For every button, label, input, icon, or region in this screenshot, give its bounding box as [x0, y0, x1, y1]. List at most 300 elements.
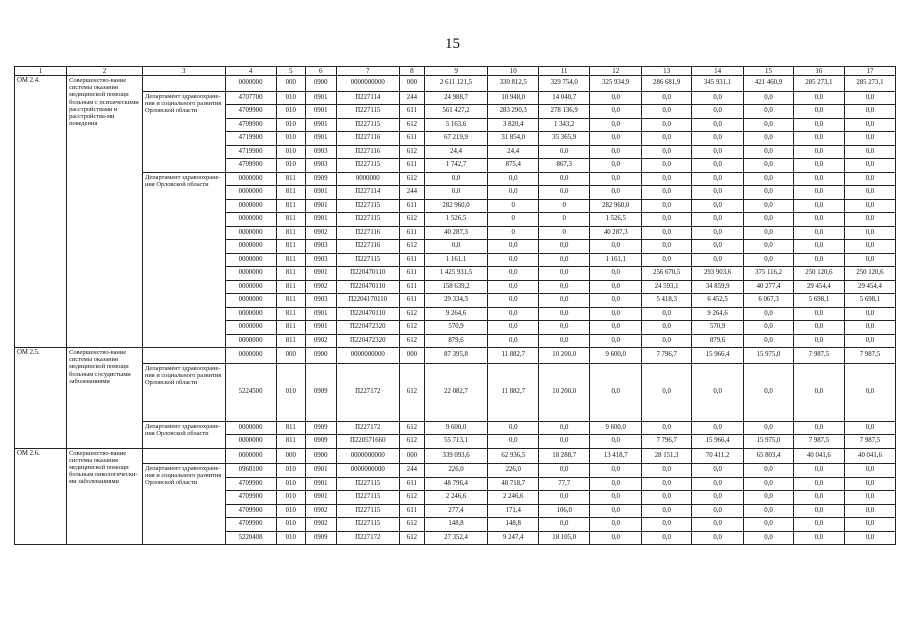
value-cell: 0,0	[844, 504, 895, 518]
value-cell: 0,0	[642, 145, 692, 159]
table-row	[15, 363, 896, 421]
value-cell: 325 934,9	[590, 76, 642, 92]
value-cell: 010	[276, 464, 305, 478]
value-cell: 18 105,0	[539, 531, 590, 545]
value-cell: 0	[488, 199, 539, 213]
value-cell: 612	[399, 307, 424, 321]
header-cell: 17	[844, 67, 895, 76]
value-cell: 24 988,7	[424, 91, 487, 105]
value-cell: 611	[399, 477, 424, 491]
value-cell: 0000000	[225, 321, 276, 335]
value-cell: 0000000	[225, 435, 276, 449]
value-cell: 612	[399, 421, 424, 435]
value-cell: П227116	[336, 240, 399, 254]
value-cell: 010	[276, 531, 305, 545]
value-cell: 010	[276, 491, 305, 505]
value-cell: 0,0	[793, 363, 844, 421]
value-cell: 0,0	[692, 172, 744, 186]
value-cell: 1 425 931,5	[424, 267, 487, 281]
value-cell: 7 987,5	[793, 348, 844, 364]
value-cell: 0,0	[692, 531, 744, 545]
value-cell: 0,0	[692, 491, 744, 505]
value-cell: 70 411,2	[692, 448, 744, 464]
value-cell: 0,0	[590, 504, 642, 518]
value-cell: 611	[399, 226, 424, 240]
value-cell: 277,4	[424, 504, 487, 518]
value-cell: 0,0	[793, 253, 844, 267]
value-cell: 0,0	[642, 240, 692, 254]
measure-name: Совершенство-вание системы оказания медицинской помощи больным онкологически-ми заболеваниями	[67, 448, 143, 545]
value-cell: 0,0	[590, 172, 642, 186]
value-cell: 35 365,9	[539, 132, 590, 146]
value-cell: 0,0	[488, 294, 539, 308]
value-cell: 0901	[305, 186, 336, 200]
value-cell: 7 796,7	[642, 435, 692, 449]
value-cell: 811	[276, 213, 305, 227]
value-cell: 286 681,9	[642, 76, 692, 92]
executor-cell: Департамент здравоохране-ния Орловской области	[142, 421, 225, 448]
value-cell: П227172	[336, 363, 399, 421]
value-cell: 10 948,0	[488, 91, 539, 105]
value-cell: 226,0	[488, 464, 539, 478]
header-cell: 3	[142, 67, 225, 76]
value-cell: 0,0	[539, 186, 590, 200]
value-cell: 0902	[305, 226, 336, 240]
value-cell: 000	[276, 348, 305, 364]
value-cell: 0,0	[642, 172, 692, 186]
value-cell: П220472320	[336, 334, 399, 348]
value-cell: 11 882,7	[488, 348, 539, 364]
value-cell: 0,0	[793, 491, 844, 505]
value-cell: 0900	[305, 448, 336, 464]
value-cell: 611	[399, 267, 424, 281]
value-cell: 13 418,7	[590, 448, 642, 464]
value-cell: П227115	[336, 118, 399, 132]
value-cell: 0,0	[744, 240, 794, 254]
value-cell: 0,0	[793, 213, 844, 227]
value-cell: П227116	[336, 132, 399, 146]
table-row	[15, 172, 896, 186]
value-cell: 0,0	[844, 172, 895, 186]
value-cell: 0,0	[642, 504, 692, 518]
value-cell: 0,0	[844, 334, 895, 348]
value-cell: 010	[276, 504, 305, 518]
value-cell: 0	[488, 226, 539, 240]
value-cell: П227114	[336, 186, 399, 200]
value-cell: 611	[399, 504, 424, 518]
value-cell: 612	[399, 518, 424, 532]
value-cell: 29 454,4	[793, 280, 844, 294]
value-cell: 158 639,2	[424, 280, 487, 294]
value-cell: 0,0	[590, 118, 642, 132]
value-cell: 0,0	[793, 226, 844, 240]
value-cell: 0,0	[642, 477, 692, 491]
value-cell: 7 987,5	[844, 348, 895, 364]
value-cell: 0901	[305, 118, 336, 132]
value-cell: П227115	[336, 199, 399, 213]
value-cell: П227115	[336, 504, 399, 518]
value-cell: 0902	[305, 518, 336, 532]
value-cell: 570,9	[692, 321, 744, 335]
executor-cell	[142, 448, 225, 464]
value-cell: 0,0	[539, 464, 590, 478]
value-cell: 0000000	[225, 421, 276, 435]
value-cell: 0,0	[844, 363, 895, 421]
value-cell: 282 960,0	[424, 199, 487, 213]
value-cell: 867,3	[539, 159, 590, 173]
value-cell: 244	[399, 186, 424, 200]
value-cell: 0,0	[539, 145, 590, 159]
value-cell: 612	[399, 213, 424, 227]
value-cell: 0,0	[642, 464, 692, 478]
value-cell: 0901	[305, 213, 336, 227]
value-cell: 0,0	[744, 159, 794, 173]
value-cell: П227115	[336, 518, 399, 532]
value-cell: 0,0	[844, 307, 895, 321]
measure-code: ОМ 2.4.	[15, 76, 67, 348]
value-cell: 329 754,0	[539, 76, 590, 92]
table-row	[15, 91, 896, 105]
value-cell: 0,0	[488, 280, 539, 294]
header-cell: 5	[276, 67, 305, 76]
value-cell: 250 120,6	[793, 267, 844, 281]
value-cell: 293 903,6	[692, 267, 744, 281]
value-cell: 0,0	[692, 421, 744, 435]
value-cell: 0000000	[225, 294, 276, 308]
value-cell: 4709900	[225, 159, 276, 173]
value-cell: 0,0	[539, 172, 590, 186]
value-cell: 0,0	[844, 321, 895, 335]
value-cell: 9 600,0	[590, 421, 642, 435]
value-cell: 4707700	[225, 91, 276, 105]
value-cell: 4709900	[225, 118, 276, 132]
value-cell: 0,0	[844, 145, 895, 159]
value-cell: 0901	[305, 267, 336, 281]
value-cell: 0,0	[488, 172, 539, 186]
value-cell: П227115	[336, 213, 399, 227]
value-cell: 375 116,2	[744, 267, 794, 281]
value-cell: 0,0	[692, 132, 744, 146]
value-cell: 0,0	[539, 253, 590, 267]
value-cell: 0000000	[225, 240, 276, 254]
value-cell: 0902	[305, 280, 336, 294]
value-cell: 811	[276, 294, 305, 308]
value-cell: 561 427,2	[424, 105, 487, 119]
value-cell: 0,0	[844, 91, 895, 105]
value-cell: 283 290,3	[488, 105, 539, 119]
header-cell: 9	[424, 67, 487, 76]
value-cell: 0,0	[844, 253, 895, 267]
value-cell: 0,0	[590, 105, 642, 119]
value-cell: 811	[276, 435, 305, 449]
value-cell: 0,0	[590, 321, 642, 335]
value-cell: 5 418,3	[642, 294, 692, 308]
value-cell: 0000000	[225, 226, 276, 240]
value-cell: 612	[399, 363, 424, 421]
value-cell: 0,0	[642, 105, 692, 119]
value-cell: 5 698,1	[844, 294, 895, 308]
header-cell: 7	[336, 67, 399, 76]
value-cell: 611	[399, 294, 424, 308]
value-cell: 0901	[305, 105, 336, 119]
value-cell: 24,4	[488, 145, 539, 159]
value-cell: 0,0	[590, 477, 642, 491]
executor-cell: Департамент здравоохране-ния Орловской области	[142, 172, 225, 348]
value-cell: 0,0	[539, 518, 590, 532]
measure-code: ОМ 2.5.	[15, 348, 67, 449]
value-cell: 0,0	[642, 253, 692, 267]
value-cell: 1 742,7	[424, 159, 487, 173]
value-cell: 0000000000	[336, 448, 399, 464]
value-cell: 0000000	[225, 448, 276, 464]
value-cell: 15 975,0	[744, 348, 794, 364]
value-cell: 40 287,3	[424, 226, 487, 240]
header-cell: 4	[225, 67, 276, 76]
value-cell: 9 264,6	[692, 307, 744, 321]
value-cell: 811	[276, 253, 305, 267]
table-row	[15, 348, 896, 364]
value-cell: 811	[276, 172, 305, 186]
value-cell: 0,0	[744, 172, 794, 186]
value-cell: 0,0	[488, 334, 539, 348]
table-row	[15, 76, 896, 92]
value-cell: 0,0	[744, 421, 794, 435]
value-cell: 15 975,0	[744, 435, 794, 449]
value-cell: 0,0	[793, 477, 844, 491]
value-cell: 0,0	[793, 199, 844, 213]
value-cell: 0,0	[424, 172, 487, 186]
value-cell: 0000000	[225, 213, 276, 227]
value-cell: 0	[488, 213, 539, 227]
value-cell: 40 277,4	[744, 280, 794, 294]
value-cell: 0,0	[844, 199, 895, 213]
value-cell: 612	[399, 145, 424, 159]
value-cell: П227172	[336, 531, 399, 545]
value-cell: 0000000	[225, 280, 276, 294]
value-cell: 0,0	[692, 186, 744, 200]
value-cell: 811	[276, 186, 305, 200]
value-cell: 5224500	[225, 363, 276, 421]
header-cell: 8	[399, 67, 424, 76]
value-cell: 0000000	[225, 76, 276, 92]
value-cell: 0901	[305, 307, 336, 321]
value-cell: 0903	[305, 240, 336, 254]
value-cell: 875,4	[488, 159, 539, 173]
value-cell: 0,0	[844, 118, 895, 132]
value-cell: 7 987,5	[844, 435, 895, 449]
value-cell: 0900	[305, 348, 336, 364]
value-cell: 0900	[305, 76, 336, 92]
value-cell: 811	[276, 240, 305, 254]
value-cell: 0000000	[225, 172, 276, 186]
value-cell: 000	[399, 448, 424, 464]
value-cell: 0903	[305, 253, 336, 267]
value-cell: 0,0	[844, 186, 895, 200]
value-cell: 421 460,9	[744, 76, 794, 92]
value-cell: 0,0	[844, 132, 895, 146]
value-cell: 250 120,6	[844, 267, 895, 281]
value-cell: 0,0	[642, 491, 692, 505]
value-cell: П227115	[336, 253, 399, 267]
value-cell: 6 067,3	[744, 294, 794, 308]
value-cell: 0,0	[642, 334, 692, 348]
value-cell: 9 600,0	[590, 348, 642, 364]
value-cell: 0,0	[539, 321, 590, 335]
value-cell: 612	[399, 491, 424, 505]
value-cell: 010	[276, 145, 305, 159]
value-cell: 5220408	[225, 531, 276, 545]
value-cell: П220470110	[336, 267, 399, 281]
value-cell: 0903	[305, 145, 336, 159]
value-cell: 0,0	[590, 334, 642, 348]
value-cell: 4709900	[225, 491, 276, 505]
value-cell: 87 395,8	[424, 348, 487, 364]
value-cell: 0000000	[336, 172, 399, 186]
value-cell: 244	[399, 91, 424, 105]
value-cell: 0,0	[642, 307, 692, 321]
value-cell: 0,0	[539, 307, 590, 321]
value-cell: 31 854,0	[488, 132, 539, 146]
value-cell: 244	[399, 464, 424, 478]
value-cell: 0,0	[590, 294, 642, 308]
value-cell: 339 093,6	[424, 448, 487, 464]
value-cell: 0,0	[692, 145, 744, 159]
value-cell: 879,6	[692, 334, 744, 348]
value-cell: 0,0	[692, 226, 744, 240]
value-cell: 0,0	[793, 464, 844, 478]
value-cell: 285 273,1	[793, 76, 844, 92]
value-cell: 0,0	[844, 226, 895, 240]
value-cell: 010	[276, 91, 305, 105]
value-cell: П227115	[336, 491, 399, 505]
value-cell: 000	[399, 76, 424, 92]
value-cell: 0960100	[225, 464, 276, 478]
value-cell: 0,0	[793, 159, 844, 173]
value-cell: 0,0	[539, 267, 590, 281]
value-cell: 0,0	[744, 253, 794, 267]
value-cell: 15 966,4	[692, 348, 744, 364]
value-cell: 62 936,5	[488, 448, 539, 464]
value-cell: 0,0	[744, 226, 794, 240]
value-cell: 0,0	[844, 518, 895, 532]
value-cell: 0,0	[539, 240, 590, 254]
value-cell: 4719900	[225, 145, 276, 159]
value-cell: 0,0	[692, 199, 744, 213]
value-cell: 14 040,7	[539, 91, 590, 105]
value-cell: 0000000	[225, 199, 276, 213]
value-cell: 612	[399, 172, 424, 186]
value-cell: 611	[399, 132, 424, 146]
value-cell: 0,0	[642, 321, 692, 335]
value-cell: 0,0	[692, 504, 744, 518]
value-cell: 0,0	[590, 267, 642, 281]
value-cell: 0,0	[692, 518, 744, 532]
value-cell: 0,0	[844, 240, 895, 254]
value-cell: 28 151,3	[642, 448, 692, 464]
value-cell: 0,0	[692, 253, 744, 267]
value-cell: 0,0	[590, 491, 642, 505]
value-cell: 811	[276, 199, 305, 213]
value-cell: 345 931,1	[692, 76, 744, 92]
value-cell: 0,0	[793, 421, 844, 435]
value-cell: 11 882,7	[488, 363, 539, 421]
value-cell: 0,0	[793, 240, 844, 254]
value-cell: 282 960,0	[590, 199, 642, 213]
value-cell: 0903	[305, 159, 336, 173]
value-cell: 5 698,1	[793, 294, 844, 308]
value-cell: 611	[399, 105, 424, 119]
value-cell: 4709900	[225, 105, 276, 119]
value-cell: 0,0	[539, 491, 590, 505]
measure-name: Совершенство-вание системы оказания медицинской помощи больным сосудистыми заболеваниями	[67, 348, 143, 449]
value-cell: П220470110	[336, 307, 399, 321]
header-cell: 13	[642, 67, 692, 76]
value-cell: 0,0	[793, 307, 844, 321]
value-cell: 612	[399, 334, 424, 348]
value-cell: 0000000	[225, 307, 276, 321]
value-cell: 0,0	[590, 159, 642, 173]
value-cell: 0,0	[642, 213, 692, 227]
value-cell: 4719900	[225, 132, 276, 146]
value-cell: 1 343,2	[539, 118, 590, 132]
value-cell: 612	[399, 531, 424, 545]
value-cell: 000	[276, 448, 305, 464]
header-cell: 14	[692, 67, 744, 76]
value-cell: 0,0	[692, 213, 744, 227]
value-cell: 811	[276, 307, 305, 321]
value-cell: 010	[276, 159, 305, 173]
value-cell: 0901	[305, 464, 336, 478]
value-cell: 0,0	[642, 363, 692, 421]
value-cell: 0901	[305, 199, 336, 213]
executor-cell	[142, 348, 225, 364]
value-cell: 0,0	[642, 118, 692, 132]
value-cell: 24 593,1	[642, 280, 692, 294]
value-cell: 40 287,3	[590, 226, 642, 240]
value-cell: 010	[276, 105, 305, 119]
value-cell: 0,0	[488, 421, 539, 435]
value-cell: 0,0	[642, 132, 692, 146]
header-cell: 2	[67, 67, 143, 76]
value-cell: 9 600,0	[424, 421, 487, 435]
value-cell: 0,0	[844, 464, 895, 478]
value-cell: 0,0	[590, 280, 642, 294]
executor-cell: Департамент здравоохране-ния и социального развития Орловской области	[142, 363, 225, 421]
value-cell: 0,0	[539, 280, 590, 294]
value-cell: 0,0	[692, 240, 744, 254]
value-cell: 0,0	[744, 491, 794, 505]
value-cell: 0902	[305, 334, 336, 348]
value-cell: 0,0	[844, 531, 895, 545]
value-cell: 0,0	[844, 477, 895, 491]
value-cell: 0902	[305, 504, 336, 518]
value-cell: 000	[276, 76, 305, 92]
value-cell: П227115	[336, 159, 399, 173]
value-cell: 612	[399, 240, 424, 254]
value-cell: 612	[399, 321, 424, 335]
value-cell: 0,0	[744, 504, 794, 518]
value-cell: 48 718,7	[488, 477, 539, 491]
value-cell: 0901	[305, 477, 336, 491]
value-cell: П227114	[336, 91, 399, 105]
value-cell: 40 041,6	[844, 448, 895, 464]
value-cell: 0909	[305, 531, 336, 545]
value-cell: 0,0	[744, 518, 794, 532]
value-cell: 811	[276, 421, 305, 435]
value-cell: 29 334,3	[424, 294, 487, 308]
value-cell: 0909	[305, 421, 336, 435]
value-cell: 811	[276, 267, 305, 281]
